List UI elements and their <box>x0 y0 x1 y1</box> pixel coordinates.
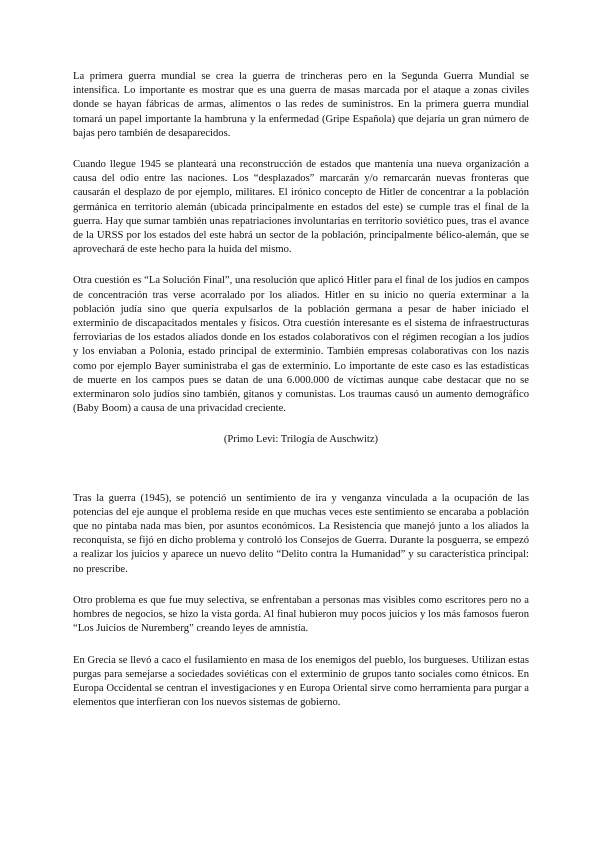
paragraph-first-world-war: La primera guerra mundial se crea la guerra de trincheras pero en la Segunda Guerra Mundial se intensifica. Lo importante es mostrar que es una guerra de masas marcada por el ataque a zonas civiles donde se hayan fábricas de armas, alimentos o las redes de suministros. En la primera guerra mundial tomará un papel importante la hambruna y la enfermedad (Gripe Española) que dejaría un gran número de bajas pero también de desaparecidos. <box>73 71 529 139</box>
paragraph-final-solution: Otra cuestión es “La Solución Final”, una resolución que aplicó Hitler para el final de los judíos en campos de concentración tras verse acorralado por los aliados. Hitler en su inicio no quería exterminar a la población judía sino que quería expulsarlos de la población germana a pesar de haber iniciado el exterminio de discapacitados mentales y físicos. Otra cuestión interesante es el sistema de infraestructuras ferroviarias de los estados aliados donde en los estados colaborativos con el régimen recogían a los judíos y los enviaban a Polonia, estado principal de exterminio. También empresas colaborativas con los nazis como por ejemplo Bayer suministraba el gas de exterminio. Lo importante de este caso es las estadísticas de muerte en los campos pues se datan de una 6.000.000 de víctimas aunque cabe destacar que no se exterminaron solo judíos sino también, gitanos y comunistas. Los traumas causó un aumento demográfico (Baby Boom) a causa de una privacidad creciente. <box>73 275 529 415</box>
paragraph-post-war-trials: Tras la guerra (1945), se potenció un sentimiento de ira y venganza vinculada a la ocupación de las potencias del eje aunque el problema reside en que muchas veces este sentimiento se encaraba a población que no pintaba nada mas bien, por asuntos económicos. La Resistencia que manejó junto a los aliados la reconquista, se fijó en dicho problema y controló los Consejos de Guerra. Durante la posguerra, se empezó a realizar los juicios y aparece un nuevo delito “Delito contra la Humanidad” y su característica principal: no prescribe. <box>73 492 529 575</box>
document-body <box>73 70 529 710</box>
citation-primo-levi: (Primo Levi: Trilogía de Auschwitz) <box>223 434 379 446</box>
paragraph-reconstruction-1945: Cuando llegue 1945 se planteará una reconstrucción de estados que mantenía una nueva organización a causa del odio entre las naciones. Los “desplazados” marcarán y/o remarcarán nuevas fronteras que causarán el desplazo de por ejemplo, militares. El irónico concepto de Hitler de concentrar a la población germánica en territorio alemán (ubicada principalmente en estados del este) se cumple tras el final de la guerra. Hay que sumar también unas repatriaciones involuntarias en territorio soviético pues, tras el avance de la URSS por los estados del este habrá un sector de la población, principalmente bélico-alemán, que se aprovechará de este hecho para la huida del mismo. <box>73 159 529 256</box>
paragraph-greece-purges: En Grecia se llevó a caco el fusilamiento en masa de los enemigos del pueblo, los burgueses. Utilizan estas purgas para semejarse a sociedades soviéticas con el exterminio de grupos tanto sociales como étnicos. En Europa Occidental se centran el investigaciones y en Europa Oriental sirve como herramienta para purgar a elementos que interfieran con los nuevos sistemas de gobierno. <box>73 654 529 709</box>
paragraph-selective-justice: Otro problema es que fue muy selectiva, se enfrentaban a personas mas visibles como escritores pero no a hombres de negocios, se hizo la vista gorda. Al final hubieron muy pocos juicios y los más famosos fueron “Los Juicios de Nuremberg” creando leyes de amnistía. <box>73 594 529 635</box>
